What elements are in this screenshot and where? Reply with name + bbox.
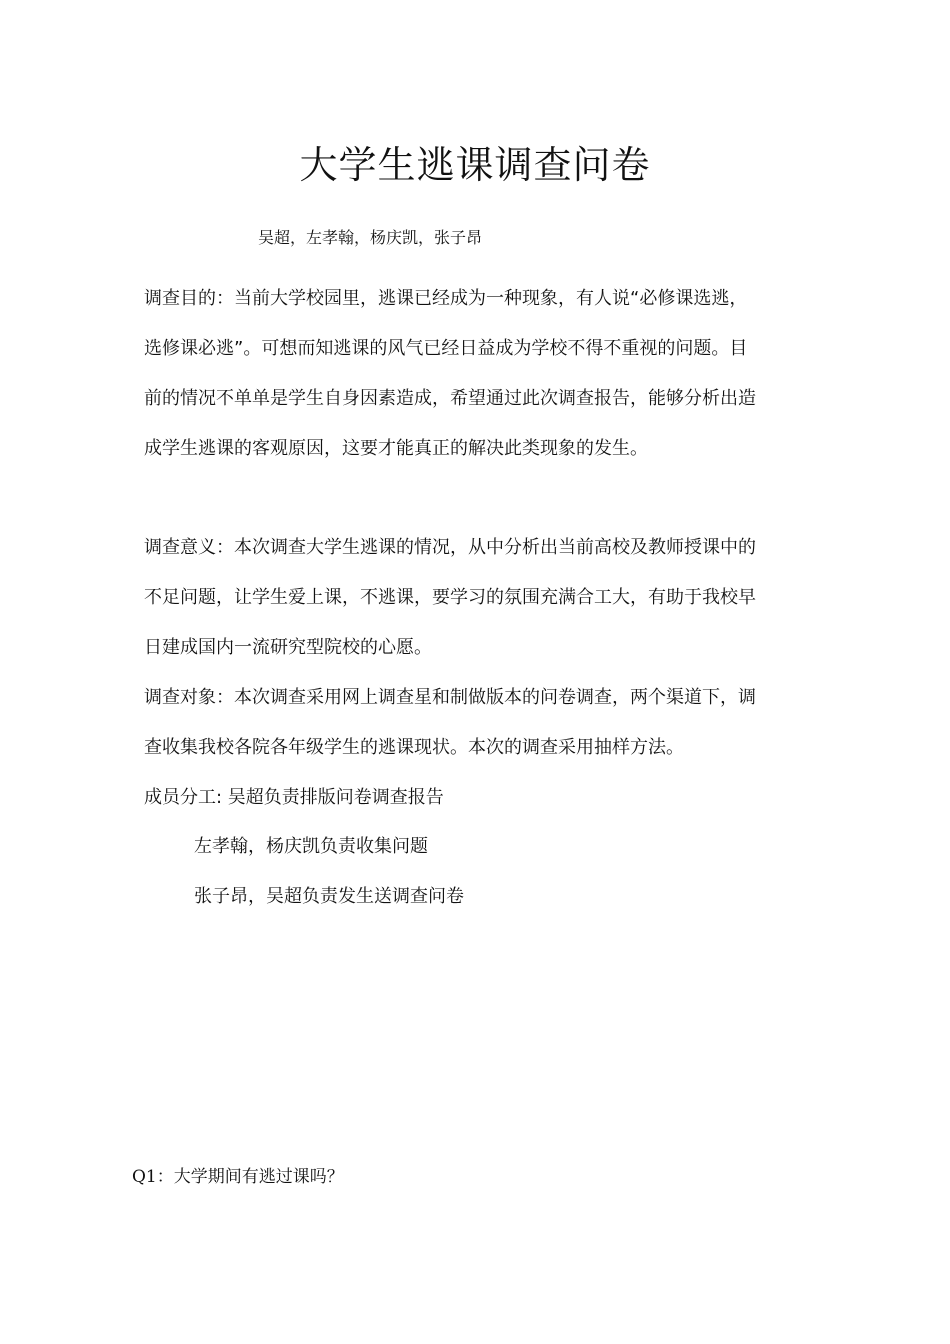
member-task-line: 张子昂，吴超负责发生送调查问卷 (194, 886, 464, 907)
members-paragraph (144, 773, 804, 823)
significance-paragraph (144, 523, 804, 673)
purpose-line: 调查目的：当前大学校园里，逃课已经成为一种现象，有人说“必修课选逃， (144, 288, 748, 309)
author-list: 吴超，左孝翰，杨庆凯，张子昂 (258, 228, 483, 247)
significance-line: 不足问题，让学生爱上课，不逃课，要学习的氛围充满合工大，有助于我校早 (144, 587, 756, 608)
document-title: 大学生逃课调查问卷 (299, 143, 651, 187)
member-task-line: 左孝翰，杨庆凯负责收集问题 (194, 836, 428, 857)
purpose-line: 选修课必逃”。可想而知逃课的风气已经日益成为学校不得不重视的问题。目 (144, 338, 748, 359)
significance-line: 调查意义：本次调查大学生逃课的情况，从中分析出当前高校及教师授课中的 (144, 537, 756, 558)
subject-line: 查收集我校各院各年级学生的逃课现状。本次的调查采用抽样方法。 (144, 737, 684, 758)
question-q1: Q1：大学期间有逃过课吗？ (132, 1167, 344, 1187)
subject-line: 调查对象：本次调查采用网上调查星和制做版本的问卷调查，两个渠道下，调 (144, 687, 756, 708)
significance-line: 日建成国内一流研究型院校的心愿。 (144, 637, 432, 658)
members-heading: 成员分工: 吴超负责排版问卷调查报告 (144, 787, 444, 808)
purpose-line: 成学生逃课的客观原因，这要才能真正的解决此类现象的发生。 (144, 438, 648, 459)
purpose-line: 前的情况不单单是学生自身因素造成，希望通过此次调查报告，能够分析出造 (144, 388, 756, 409)
subject-paragraph (144, 673, 804, 773)
purpose-paragraph (144, 274, 804, 474)
